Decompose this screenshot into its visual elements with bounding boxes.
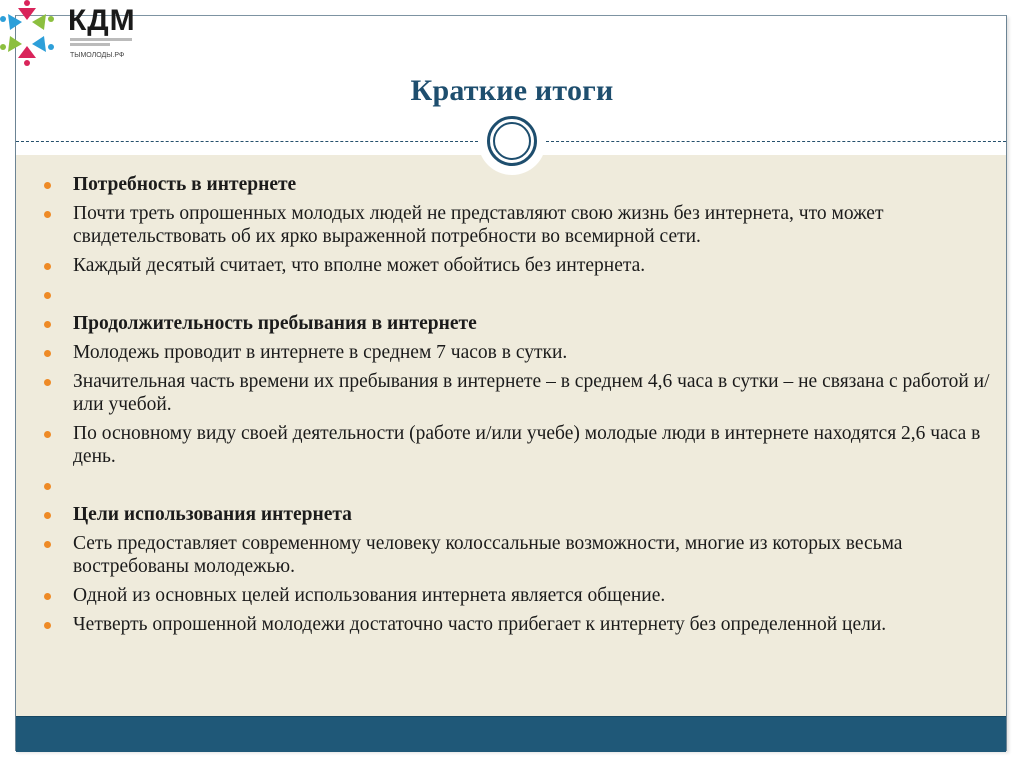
list-item-empty [40,474,990,497]
bullet-icon [44,211,51,218]
list-item: Почти треть опрошенных молодых людей не представляют свою жизнь без интернета, что может свидетельствовать об их ярко выраженной потребности во всемирной сети. [40,202,990,248]
summary-list [40,173,990,642]
bullet-icon [44,321,51,328]
logo-wordmark: КДМ [68,4,136,37]
list-item: Одной из основных целей использования интернета является общение. [40,584,990,607]
bullet-icon [44,593,51,600]
list-item-heading: Продолжительность пребывания в интернете [40,312,990,335]
bullet-icon [44,431,51,438]
footer-band [16,716,1006,752]
bullet-icon [44,483,51,490]
list-item: Четверть опрошенной молодежи достаточно часто прибегает к интернету без определенной цели. [40,613,990,636]
logo-tagline [70,38,136,46]
bullet-icon [44,512,51,519]
list-item: Значительная часть времени их пребывания в интернете – в среднем 4,6 часа в сутки – не связана с работой и/или учебой. [40,370,990,416]
kdm-logo-icon [0,0,58,66]
list-item-heading: Потребность в интернете [40,173,990,196]
list-item-heading: Цели использования интернета [40,503,990,526]
list-item: Молодежь проводит в интернете в среднем 7 часов в сутки. [40,341,990,364]
list-item: По основному виду своей деятельности (работе и/или учебе) молодые люди в интернете находятся 2,6 часа в день. [40,422,990,468]
logo-url: ТЫМОЛОДЫ.РФ [70,52,125,59]
logo [0,0,150,70]
title-divider-left [16,141,478,142]
list-item-empty [40,283,990,306]
bullet-icon [44,263,51,270]
title-divider-right [546,141,1006,142]
list-item: Каждый десятый считает, что вполне может обойтись без интернета. [40,254,990,277]
bullet-icon [44,350,51,357]
circle-ornament-inner-icon [493,122,531,160]
bullet-icon [44,379,51,386]
bullet-icon [44,182,51,189]
list-item: Сеть предоставляет современному человеку колоссальные возможности, многие из которых весьма востребованы молодежью. [40,532,990,578]
bullet-icon [44,292,51,299]
bullet-icon [44,622,51,629]
page-title: Краткие итоги [410,74,614,107]
bullet-icon [44,541,51,548]
